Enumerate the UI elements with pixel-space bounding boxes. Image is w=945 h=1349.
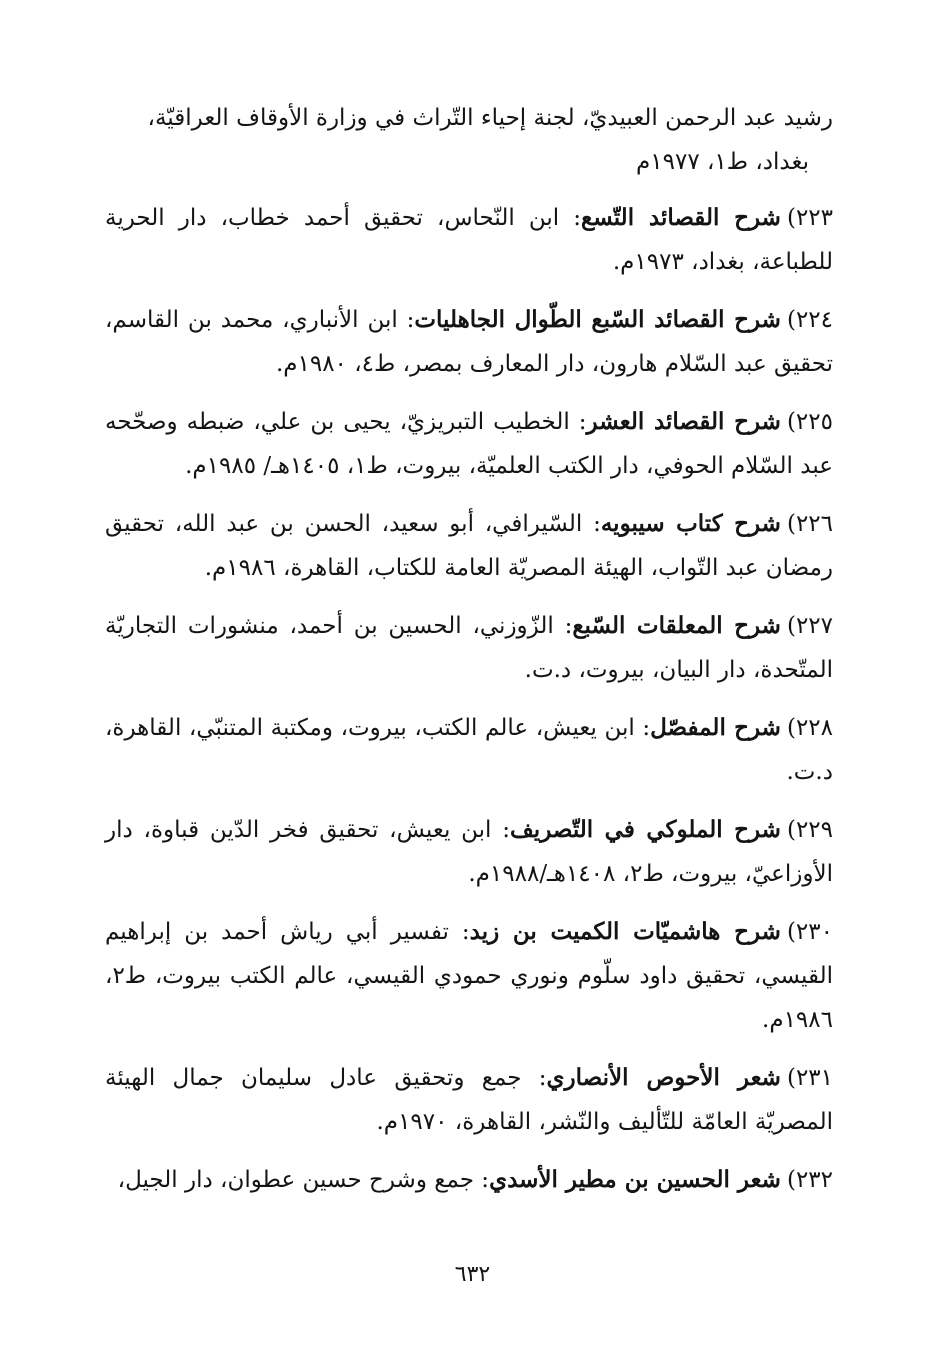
entry-title: شرح المعلقات السّبع	[572, 612, 781, 639]
bibliography-page	[105, 96, 833, 1216]
entry-details: : ابن يعيش، عالم الكتب، بيروت، ومكتبة المتنبّي، القاهرة، د.ت.	[105, 715, 833, 785]
entry-number: ٢٢٥)	[786, 409, 833, 435]
entry-title: شرح القصائد السّبع الطّوال الجاهليات	[414, 306, 781, 333]
entry-details: : ابن الأنباري، محمد بن القاسم، تحقيق عبد السّلام هارون، دار المعارف بمصر، ط٤، ١٩٨٠م.	[105, 307, 833, 377]
entry-title: شرح المفصّل	[650, 714, 781, 741]
entry-number: ٢٣٠)	[786, 919, 833, 945]
entry-details: : الزّوزني، الحسين بن أحمد، منشورات التجاريّة المتّحدة، دار البيان، بيروت، د.ت.	[105, 613, 833, 683]
bibliography-entry-225	[105, 400, 833, 488]
bibliography-entry-231	[105, 1056, 833, 1144]
entry-number: ٢٢٣)	[786, 205, 833, 231]
continued-entry-line-1: رشيد عبد الرحمن العبيديّ، لجنة إحياء التّراث في وزارة الأوقاف العراقيّة،	[147, 105, 833, 131]
entry-details: : تفسير أبي رياش أحمد بن إبراهيم القيسي، تحقيق داود سلّوم ونوري حمودي القيسي، عالم الكتب بيروت، ط٢، ١٩٨٦م.	[105, 919, 833, 1033]
bibliography-entry-232	[105, 1158, 833, 1202]
entry-details: : ابن يعيش، تحقيق فخر الدّين قباوة، دار الأوزاعيّ، بيروت، ط٢، ١٤٠٨هـ/١٩٨٨م.	[105, 817, 833, 887]
entry-title: شرح القصائد التّسع	[580, 204, 781, 231]
continued-entry	[105, 96, 833, 184]
bibliography-entry-229	[105, 808, 833, 896]
page-number: ٦٣٢	[454, 1262, 491, 1287]
bibliography-entry-227	[105, 604, 833, 692]
entry-number: ٢٢٤)	[786, 307, 833, 333]
entry-title: شرح القصائد العشر	[586, 408, 781, 435]
entry-details: : جمع وتحقيق عادل سليمان جمال الهيئة المصريّة العامّة للتّأليف والنّشر، القاهرة، ١٩٧٠م.	[105, 1065, 833, 1135]
entry-title: شعر الحسين بن مطير الأسدي	[489, 1166, 781, 1193]
entry-number: ٢٢٧)	[786, 613, 833, 639]
entry-title: شعر الأحوص الأنصاري	[546, 1064, 781, 1091]
entry-details: : الخطيب التبريزيّ، يحيى بن علي، ضبطه وصحّحه عبد السّلام الحوفي، دار الكتب العلميّة، بيروت، ط١، ١٤٠٥هـ/ ١٩٨٥م.	[105, 409, 833, 479]
entry-title: شرح هاشميّات الكميت بن زيد	[469, 918, 781, 945]
entry-number: ٢٣٢)	[786, 1167, 833, 1193]
entry-details: : السّيرافي، أبو سعيد، الحسن بن عبد الله، تحقيق رمضان عبد التّواب، الهيئة المصريّة العامة للكتاب، القاهرة، ١٩٨٦م.	[105, 511, 833, 581]
entry-number: ٢٢٦)	[786, 511, 834, 537]
entry-number: ٢٢٩)	[786, 817, 833, 843]
entry-details: : جمع وشرح حسين عطوان، دار الجيل،	[117, 1167, 490, 1193]
continued-entry-line-2: بغداد، ط١، ١٩٧٧م	[636, 149, 809, 175]
bibliography-entry-224	[105, 298, 833, 386]
bibliography-entry-223	[105, 196, 833, 284]
entry-details: : ابن النّحاس، تحقيق أحمد خطاب، دار الحرية للطباعة، بغداد، ١٩٧٣م.	[105, 205, 833, 275]
bibliography-entry-228	[105, 706, 833, 794]
bibliography-entry-226	[105, 502, 833, 590]
bibliography-entry-230	[105, 910, 833, 1042]
entry-number: ٢٢٨)	[786, 715, 833, 741]
entry-title: شرح الملوكي في التّصريف	[510, 816, 781, 843]
entry-number: ٢٣١)	[786, 1065, 833, 1091]
entry-title: شرح كتاب سيبويه	[600, 510, 781, 537]
